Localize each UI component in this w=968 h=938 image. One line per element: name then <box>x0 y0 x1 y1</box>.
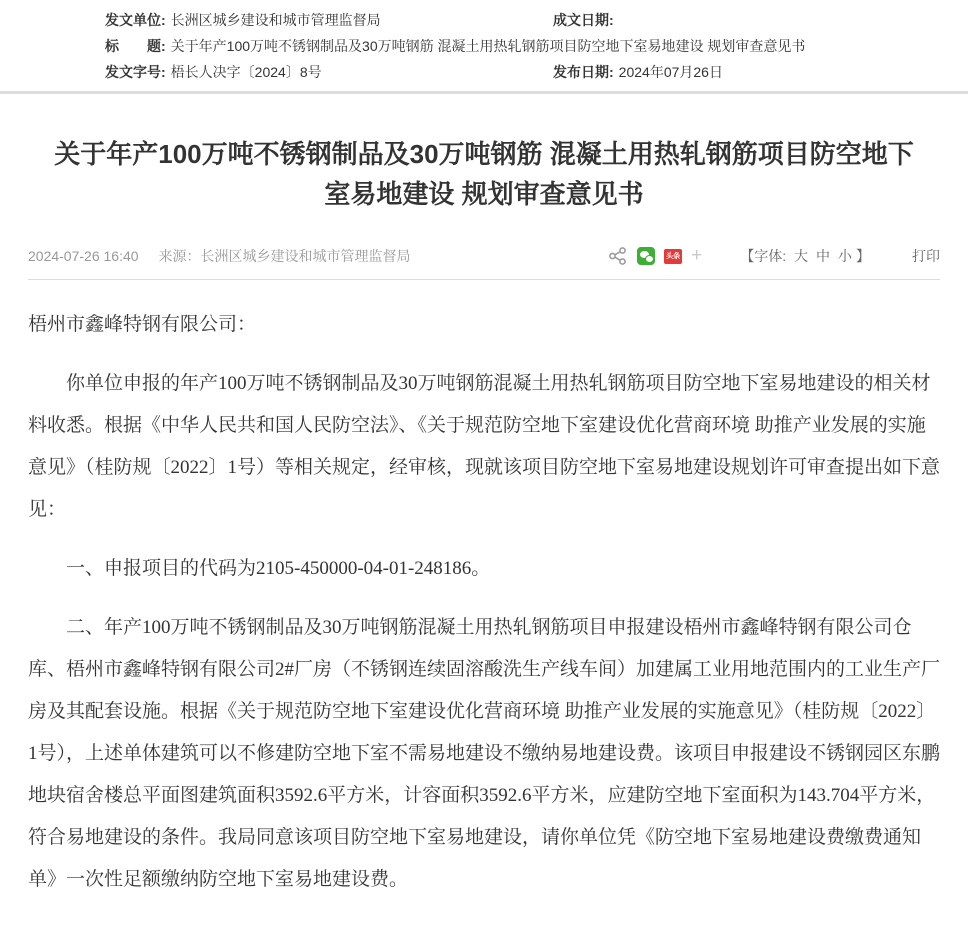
paragraph-intro: 你单位申报的年产100万吨不锈钢制品及30万吨钢筋混凝土用热轧钢筋项目防空地下室易地建设的相关材料收悉。根据《中华人民共和国人民防空法》、《关于规范防空地下室建设优化营商环境 助推产业发展的实施意见》（桂防规〔2022〕1号）等相关规定，经审核，现就该项目防空地下室易地建设规划许可审查提出如下意见： <box>28 373 941 520</box>
doc-title-field <box>105 33 948 59</box>
wechat-bubble-small <box>646 256 653 262</box>
toutiao-share-icon[interactable]: 头条 <box>664 249 682 264</box>
share-toolbar <box>608 246 702 266</box>
issuing-unit-field <box>105 7 553 33</box>
print-button[interactable]: 打印 <box>912 248 940 264</box>
issuing-unit-label: 发文单位: <box>105 12 166 28</box>
written-date-label: 成文日期: <box>553 12 614 28</box>
publish-datetime: 2024-07-26 16:40 <box>28 248 139 264</box>
article <box>0 134 968 938</box>
font-size-suffix: 】 <box>856 248 870 264</box>
more-share-icon[interactable]: + <box>691 245 703 266</box>
issuing-unit-value: 长洲区城乡建设和城市管理监督局 <box>170 12 381 28</box>
document-fields-header <box>0 0 968 85</box>
paragraph-item-1: 一、申报项目的代码为2105-450000-04-01-248186。 <box>66 558 491 579</box>
page-title: 关于年产100万吨不锈钢制品及30万吨钢筋 混凝土用热轧钢筋项目防空地下室易地建设 规划审查意见书 <box>54 139 914 209</box>
doc-title-value: 关于年产100万吨不锈钢制品及30万吨钢筋 混凝土用热轧钢筋项目防空地下室易地建设 规划审查意见书 <box>170 38 806 54</box>
paragraph-item-2: 二、年产100万吨不锈钢制品及30万吨钢筋混凝土用热轧钢筋项目申报建设梧州市鑫峰特钢有限公司仓库、梧州市鑫峰特钢有限公司2#厂房（不锈钢连续固溶酸洗生产线车间）加建属工业用地范围内的工业生产厂房及其配套设施。根据《关于规范防空地下室建设优化营商环境 助推产业发展的实施意见》（桂防规〔2022〕1号），上述单体建筑可以不修建防空地下室不需易地建设不缴纳易地建设费。该项目申报建设不锈钢园区东鹏地块宿舍楼总平面图建筑面积3592.6平方米，计容面积3592.6平方米，应建防空地下室面积为143.704平方米，符合易地建设的条件。我局同意该项目防空地下室易地建设，请你单位凭《防空地下室易地建设费缴费通知单》一次性足额缴纳防空地下室易地建设费。 <box>28 617 941 890</box>
font-size-control <box>740 246 870 266</box>
meta-right <box>608 246 940 266</box>
paragraph-salutation: 梧州市鑫峰特钢有限公司： <box>28 314 257 335</box>
article-body <box>28 304 940 901</box>
publish-date-label: 发布日期: <box>553 64 614 80</box>
font-size-large-button[interactable]: 大 <box>794 248 808 264</box>
article-meta-bar <box>28 246 940 280</box>
doc-number-label: 发文字号: <box>105 64 166 80</box>
field-row-3 <box>105 59 948 85</box>
source-value: 长洲区城乡建设和城市管理监督局 <box>200 248 411 264</box>
field-row-2 <box>105 33 948 59</box>
doc-number-value: 梧长人决字〔2024〕8号 <box>170 64 322 80</box>
source-label: 来源： <box>158 248 201 264</box>
doc-number-field <box>105 59 553 85</box>
wechat-share-icon[interactable] <box>637 247 655 265</box>
font-size-small-button[interactable]: 小 <box>838 248 852 264</box>
meta-left <box>28 246 411 266</box>
header-divider <box>0 91 968 94</box>
publish-date-value: 2024年07月26日 <box>618 64 723 80</box>
font-size-medium-button[interactable]: 中 <box>816 248 830 264</box>
font-size-prefix: 【字体: <box>740 248 790 264</box>
share-icon[interactable] <box>608 246 628 266</box>
doc-title-label: 标 题: <box>105 38 166 54</box>
written-date-field <box>553 7 948 33</box>
field-row-1 <box>105 7 948 33</box>
publish-date-field <box>553 59 948 85</box>
